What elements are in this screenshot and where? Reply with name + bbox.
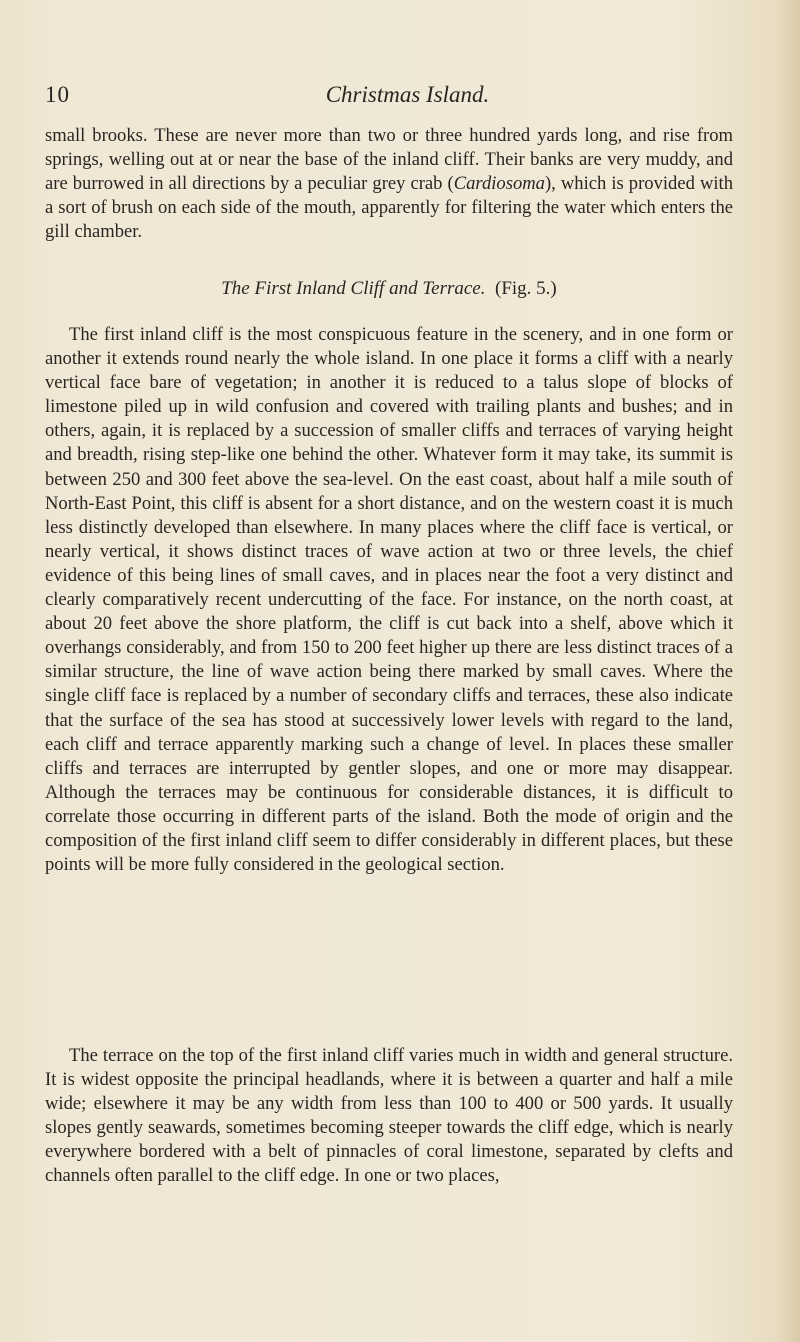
paragraph-brooks-text-end: ), which is provided with a sort of brush on each side of the mouth, apparently for filtering the water which enters the gill chamber.: [45, 173, 733, 243]
running-title: Christmas Island.: [325, 82, 490, 107]
section-heading: [45, 277, 733, 301]
section-heading-title: The First Inland Cliff and Terrace.: [221, 278, 486, 299]
paragraph-brooks: [45, 124, 733, 244]
running-head: [45, 82, 750, 116]
page-number: 10: [45, 82, 70, 107]
paragraph-terrace: [45, 1044, 733, 1189]
paragraph-brooks-text-start: small brooks. These are never more than two or three hundred yards long, and rise from springs, welling out at or near the base of the inland cliff. Their banks are very muddy, and are burrowed in all directions by a peculiar grey crab (: [45, 125, 733, 195]
paragraph-first-inland-cliff: [45, 323, 733, 877]
species-name: Cardiosoma: [453, 173, 545, 195]
figure-reference: (Fig. 5.): [495, 278, 557, 299]
paragraph-terrace-text: The terrace on the top of the first inland cliff varies much in width and general structure. It is widest opposite the principal headlands, where it is between a quarter and half a mile wide; elsewhere it may be any width from less than 100 to 400 or 500 yards. It usually slopes gently seawards, sometimes becoming steeper towards the cliff edge, which is nearly everywhere bordered with a belt of pinnacles of coral limestone, separated by clefts and channels often parallel to the cliff edge. In one or two places,: [45, 1045, 733, 1187]
paragraph-first-inland-cliff-text: The first inland cliff is the most conspicuous feature in the scenery, and in one form or another it extends round nearly the whole island. In one place it forms a cliff with a nearly vertical face bare of vegetation; in another it is reduced to a talus slope of blocks of limestone piled up in wild confusion and covered with trailing plants and bushes; and in others, again, it is replaced by a succession of smaller cliffs and terraces of varying height and breadth, rising step-like one behind the other. Whatever form it may take, its summit is between 250 and 300 feet above the sea-level. On the east coast, about half a mile south of North-East Point, this cliff is absent for a short distance, and on the western coast it is much less distinctly developed than elsewhere. In many places where the cliff face is vertical, or nearly vertical, it shows distinct traces of wave action at two or three levels, the chief evidence of this being lines of small caves, and in places near the foot a very distinct and clearly comparatively recent undercutting of the face. For instance, on the north coast, at about 20 feet above the shore platform, the cliff is cut back into a shelf, above which it overhangs considerably, and from 150 to 200 feet higher up there are less distinct traces of a similar structure, the line of wave action being there marked by small caves. Where the single cliff face is replaced by a number of secondary cliffs and terraces, these also indicate that the surface of the sea has stood at successively lower levels with regard to the land, each cliff and terrace apparently marking such a change of level. In places these smaller cliffs and terraces are interrupted by gentler slopes, and one or more may disappear. Although the terraces may be continuous for considerable distances, it is difficult to correlate those occurring in different parts of the island. Both the mode of origin and the composition of the first inland cliff seem to differ considerably in different places, but these points will be more fully considered in the geological section.: [45, 324, 733, 876]
